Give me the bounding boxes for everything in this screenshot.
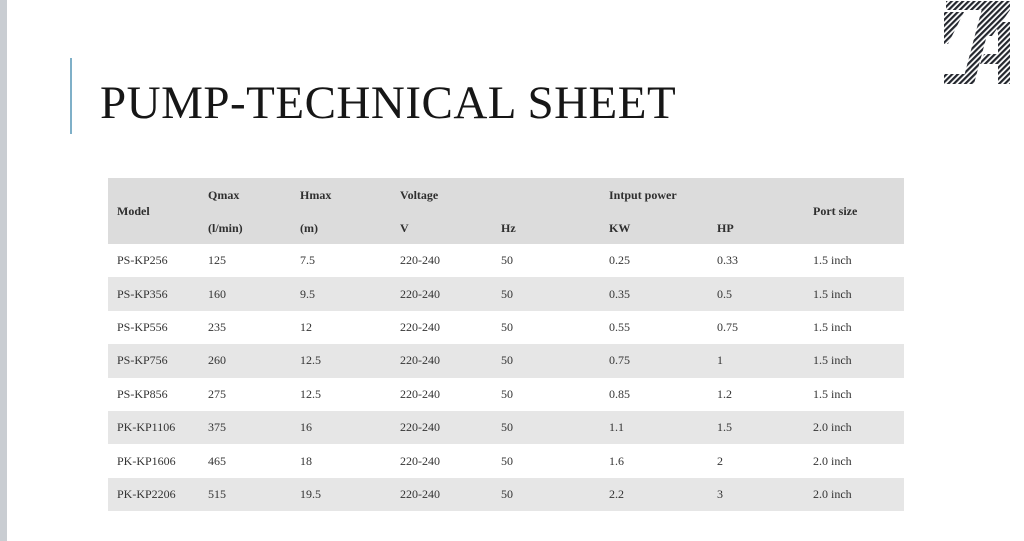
header-kw: KW [600,212,708,244]
cell-hmax: 12 [291,311,391,344]
cell-hp: 0.33 [708,244,804,277]
cell-hmax: 18 [291,444,391,477]
cell-kw: 2.2 [600,478,708,511]
cell-voltage: 220-240 [391,411,492,444]
cell-kw: 1.1 [600,411,708,444]
header-qmax: Qmax [199,178,291,212]
cell-qmax: 260 [199,344,291,377]
slide-left-edge [0,0,7,541]
cell-qmax: 465 [199,444,291,477]
cell-qmax: 235 [199,311,291,344]
cell-hz: 50 [492,378,600,411]
header-input-power: Intput power [600,178,708,212]
cell-voltage: 220-240 [391,277,492,310]
cell-hp: 2 [708,444,804,477]
cell-voltage: 220-240 [391,344,492,377]
cell-voltage: 220-240 [391,311,492,344]
cell-port-size: 1.5 inch [804,311,904,344]
cell-kw: 0.75 [600,344,708,377]
header-qmax-unit: (l/min) [199,212,291,244]
cell-model: PS-KP756 [108,344,199,377]
cell-kw: 1.6 [600,444,708,477]
cell-model: PS-KP556 [108,311,199,344]
cell-qmax: 515 [199,478,291,511]
cell-port-size: 2.0 inch [804,478,904,511]
cell-model: PK-KP2206 [108,478,199,511]
cell-port-size: 2.0 inch [804,444,904,477]
cell-hmax: 19.5 [291,478,391,511]
cell-hmax: 9.5 [291,277,391,310]
cell-qmax: 275 [199,378,291,411]
pump-spec-table [108,178,904,511]
title-accent-rule [70,58,72,134]
cell-hmax: 12.5 [291,378,391,411]
header-blank [492,178,600,212]
cell-voltage: 220-240 [391,444,492,477]
cell-port-size: 1.5 inch [804,378,904,411]
cell-hp: 3 [708,478,804,511]
cell-model: PS-KP256 [108,244,199,277]
cell-voltage: 220-240 [391,378,492,411]
cell-voltage: 220-240 [391,244,492,277]
table-row [108,411,904,444]
cell-hp: 1.5 [708,411,804,444]
header-model: Model [108,178,199,244]
header-voltage-unit: V [391,212,492,244]
cell-kw: 0.35 [600,277,708,310]
cell-model: PS-KP356 [108,277,199,310]
cell-hz: 50 [492,478,600,511]
cell-model: PS-KP856 [108,378,199,411]
table-row [108,277,904,310]
cell-hp: 1 [708,344,804,377]
table-header-row [108,178,904,212]
table-subheader-row [108,212,904,244]
cell-port-size: 2.0 inch [804,411,904,444]
page-title: PUMP-TECHNICAL SHEET [100,77,677,129]
cell-hz: 50 [492,244,600,277]
table-row [108,311,904,344]
header-blank [708,178,804,212]
cell-model: PK-KP1106 [108,411,199,444]
cell-hmax: 12.5 [291,344,391,377]
cell-hz: 50 [492,277,600,310]
cell-hz: 50 [492,444,600,477]
table-row [108,478,904,511]
cell-kw: 0.85 [600,378,708,411]
cell-hp: 0.5 [708,277,804,310]
cell-hmax: 16 [291,411,391,444]
cell-hz: 50 [492,344,600,377]
table-row [108,444,904,477]
za-striped-logo-icon [940,0,1014,86]
table-row [108,378,904,411]
header-port-size: Port size [804,178,904,244]
cell-voltage: 220-240 [391,478,492,511]
cell-kw: 0.25 [600,244,708,277]
cell-qmax: 160 [199,277,291,310]
header-hmax-unit: (m) [291,212,391,244]
cell-hz: 50 [492,311,600,344]
cell-qmax: 125 [199,244,291,277]
cell-port-size: 1.5 inch [804,277,904,310]
cell-port-size: 1.5 inch [804,244,904,277]
cell-kw: 0.55 [600,311,708,344]
cell-hp: 1.2 [708,378,804,411]
header-voltage: Voltage [391,178,492,212]
header-hp: HP [708,212,804,244]
cell-qmax: 375 [199,411,291,444]
cell-model: PK-KP1606 [108,444,199,477]
cell-hmax: 7.5 [291,244,391,277]
cell-hz: 50 [492,411,600,444]
header-hz: Hz [492,212,600,244]
table-row [108,344,904,377]
table-row [108,244,904,277]
cell-hp: 0.75 [708,311,804,344]
header-hmax: Hmax [291,178,391,212]
cell-port-size: 1.5 inch [804,344,904,377]
